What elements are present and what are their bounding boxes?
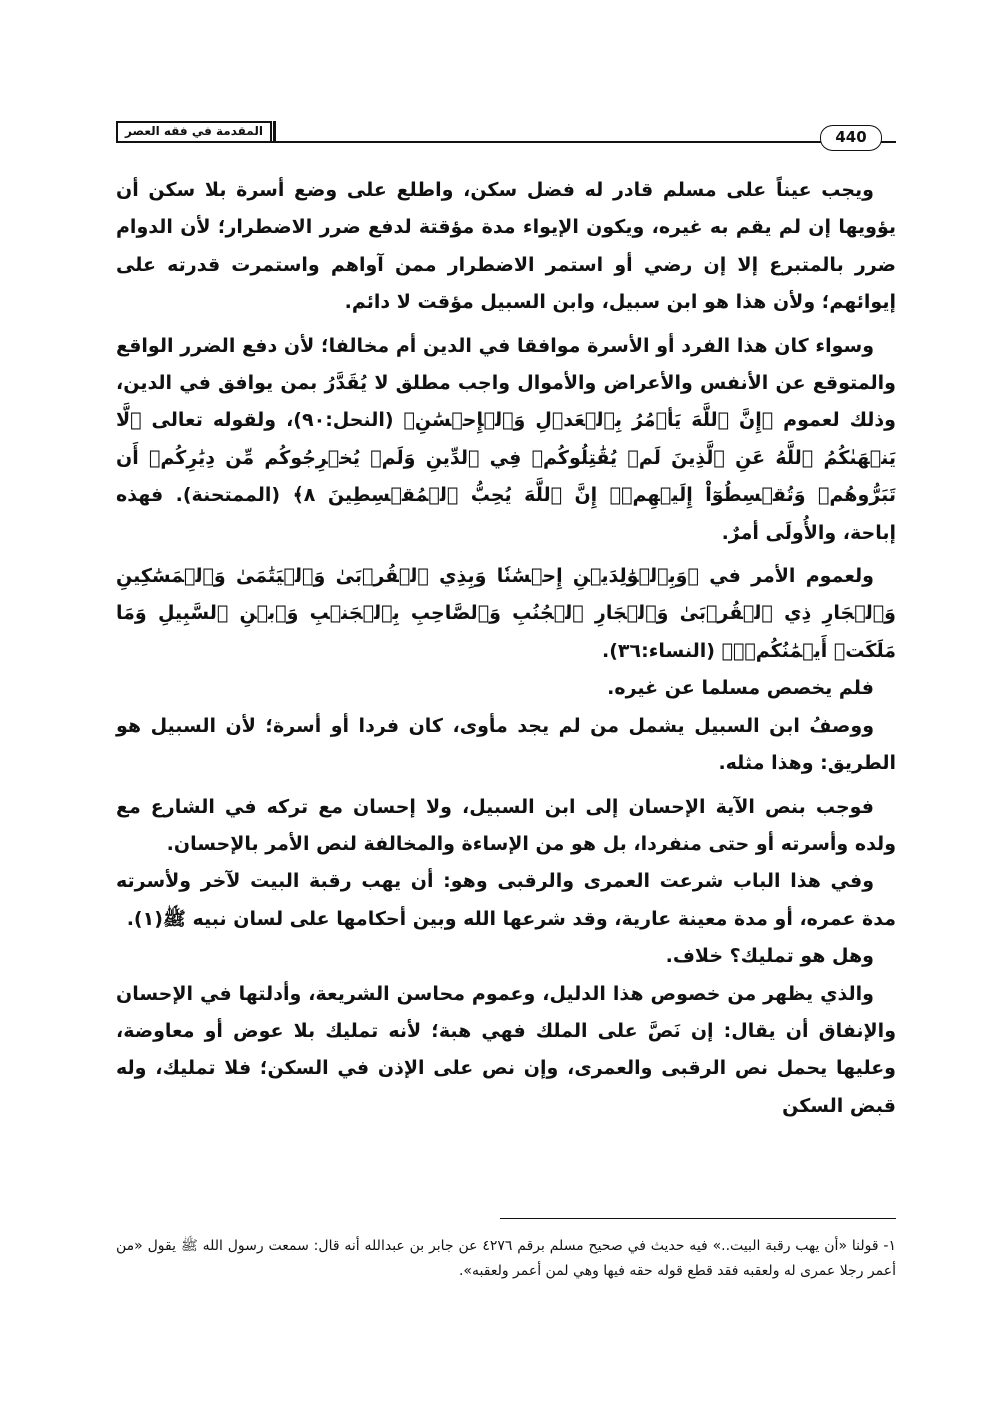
paragraph-7: وفي هذا الباب شرعت العمرى والرقبى وهو: أن يهب رقبة البيت لآخر ولأسرته مدة عمره، أو مدة معينة عارية، وقد شرعها الله وبين أحكامها على لسان نبيه ﷺ(١). bbox=[116, 870, 896, 930]
paragraph-5: ووصفُ ابن السبيل يشمل من لم يجد مأوى، كان فردا أو أسرة؛ لأن السبيل هو الطريق: وهذا مثله. bbox=[116, 714, 896, 775]
running-header-title: المقدمة في فقه العصر bbox=[116, 121, 272, 141]
paragraph-9: والذي يظهر من خصوص هذا الدليل، وعموم محاسن الشريعة، وأدلتها في الإحسان والإنفاق أن يقال: إن نَصَّ على الملك فهي هبة؛ لأنه تمليك بلا عوض أو معاوضة، وعليها يحمل نص الرقبى والعمرى، وإن نص على الإذن في السكن؛ فلا تمليك، وله قبض السكن bbox=[116, 982, 896, 1117]
paragraph-4: فلم يخصص مسلما عن غيره. bbox=[607, 677, 874, 700]
paragraph-3: ولعموم الأمر في ﴿وَبِٱلۡوَٰلِدَيۡنِ إِحۡسَٰنٗا وَبِذِي ٱلۡقُرۡبَىٰ وَٱلۡيَتَٰمَىٰ وَٱلۡمَسَٰكِينِ وَٱلۡجَارِ ذِي ٱلۡقُرۡبَىٰ وَٱلۡجَارِ ٱلۡجُنُبِ وَٱلصَّاحِبِ بِٱلۡجَنۢبِ وَٱبۡنِ ٱلسَّبِيلِ وَمَا مَلَكَتۡ أَيۡمَٰنُكُمۡۗ﴾ (النساء:٣٦). bbox=[116, 565, 896, 662]
paragraph-6: فوجب بنص الآية الإحسان إلى ابن السبيل، ولا إحسان مع تركه في الشارع مع ولده وأسرته أو حتى منفردا، بل هو من الإساءة والمخالفة لنص الأمر بالإحسان. bbox=[116, 795, 896, 855]
footnotes bbox=[116, 1234, 896, 1284]
page-number: 440 bbox=[820, 125, 882, 151]
header-rule bbox=[116, 141, 896, 143]
paragraph-1: ويجب عيناً على مسلم قادر له فضل سكن، واطلع على وضع أسرة بلا سكن أن يؤويها إن لم يقم به غيره، ويكون الإيواء مدة مؤقتة لدفع ضرر الاضطرار؛ لأن الدوام ضرر بالمتبرع إلا إن رضي أو استمر الاضطرار ممن آواهم واستمرت قدرته على إيوائهم؛ ولأن هذا هو ابن سبيل، وابن السبيل مؤقت لا دائم. bbox=[116, 179, 896, 314]
footnote-rule bbox=[500, 1218, 896, 1219]
main-text bbox=[116, 172, 896, 1125]
footnote-1: ١- قولنا «أن يهب رقبة البيت..» فيه حديث في صحيح مسلم برقم ٤٢٧٦ عن جابر بن عبدالله أنه قال: سمعت رسول الله ﷺ يقول «من أعمر رجلا عمرى له ولعقبه فقد قطع قوله حقه فيها وهي لمن أعمر ولعقبه». bbox=[116, 1238, 896, 1279]
paragraph-8: وهل هو تمليك؟ خلاف. bbox=[665, 945, 874, 968]
paragraph-2: وسواء كان هذا الفرد أو الأسرة موافقا في الدين أم مخالفا؛ لأن دفع الضرر الواقع والمتوقع عن الأنفس والأعراض والأموال واجب مطلق لا يُقَدَّرُ بمن يوافق في الدين، وذلك لعموم ﴿إِنَّ ٱللَّهَ يَأۡمُرُ بِٱلۡعَدۡلِ وَٱلۡإِحۡسَٰنِ﴾ (النحل:٩٠)، ولقوله تعالى ﴿لَّا يَنۡهَىٰكُمُ ٱللَّهُ عَنِ ٱلَّذِينَ لَمۡ يُقَٰتِلُوكُمۡ فِي ٱلدِّينِ وَلَمۡ يُخۡرِجُوكُم مِّن دِيَٰرِكُمۡ أَن تَبَرُّوهُمۡ وَتُقۡسِطُوٓاْ إِلَيۡهِمۡۚ إِنَّ ٱللَّهَ يُحِبُّ ٱلۡمُقۡسِطِينَ ٨﴾ (الممتحنة). فهذه إباحة، والأُولَى أمرٌ. bbox=[116, 334, 896, 544]
